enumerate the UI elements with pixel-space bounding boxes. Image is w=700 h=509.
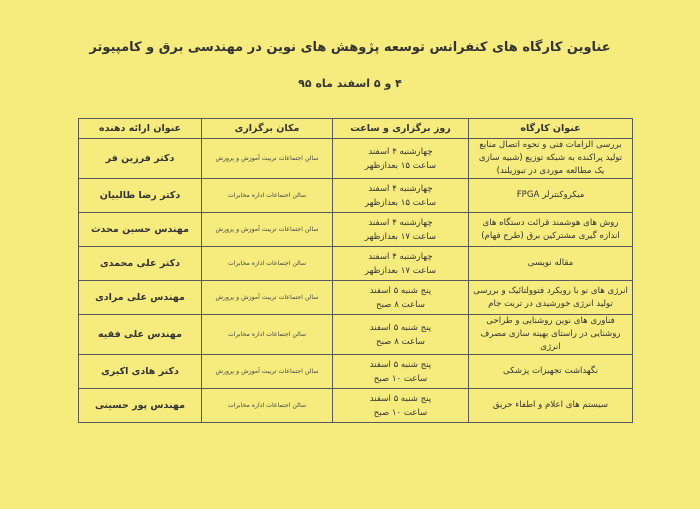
workshop-venue: سالن اجتماعات اداره مخابرات [202,389,333,423]
workshop-presenter: مهندس علی مرادی [79,281,202,315]
workshop-day: چهارشنبه ۴ اسفند [368,146,433,157]
table-row [79,139,633,179]
header-venue: مکان برگزاری [202,119,333,139]
workshop-day: چهارشنبه ۴ اسفند [368,251,433,262]
workshop-title: انرژی های نو با رویکرد فتوولتائیک و بررسی تولید انرژی خورشیدی در تربت جام [469,281,633,315]
table-row [79,389,633,423]
workshop-title: روش های هوشمند قرائت دستگاه های اندازه گیری مشترکین برق (طرح فهام) [469,213,633,247]
workshop-day: چهارشنبه ۴ اسفند [368,217,433,228]
document-title: عناوین کارگاه های کنفرانس توسعه پژوهش های نوین در مهندسی برق و کامپیوتر [89,40,611,55]
workshop-hour: ساعت ۱۷ بعدازظهر [364,265,437,276]
table-row [79,355,633,389]
workshop-day: پنج شنبه ۵ اسفند [369,359,432,370]
workshop-day: پنج شنبه ۵ اسفند [369,322,432,333]
table-row [79,247,633,281]
document-subtitle: ۴ و ۵ اسفند ماه ۹۵ [298,77,402,90]
header-presenter: عنوان ارائه دهنده [79,119,202,139]
workshop-time [333,355,469,389]
table-row [79,179,633,213]
workshop-title: میکروکنترلر FPGA [469,179,633,213]
workshop-time [333,315,469,355]
table-row [79,281,633,315]
workshop-time [333,213,469,247]
workshop-hour: ساعت ۸ صبح [376,299,425,310]
workshop-venue: سالن اجتماعات اداره مخابرات [202,315,333,355]
workshop-presenter: دکتر علی محمدی [79,247,202,281]
workshop-day: چهارشنبه ۴ اسفند [368,183,433,194]
workshop-hour: ساعت ۱۵ بعدازظهر [364,197,437,208]
table-row [79,213,633,247]
workshop-title: فناوری های نوین روشنایی و طراحی روشنایی در راستای بهینه سازی مصرف انرژی [469,315,633,355]
workshop-title: مقاله نویسی [469,247,633,281]
workshop-presenter: دکتر رضا طالبیان [79,179,202,213]
workshop-presenter: مهندس پور حسینی [79,389,202,423]
workshop-presenter: دکتر هادی اکبری [79,355,202,389]
workshop-title: سیستم های اعلام و اطفاء حریق [469,389,633,423]
table-row [79,315,633,355]
workshop-presenter: مهندس حسین محدث [79,213,202,247]
workshop-venue: سالن اجتماعات تربیت آموزش و پرورش [202,355,333,389]
workshop-presenter: مهندس علی فقیه [79,315,202,355]
workshop-time [333,389,469,423]
workshop-time [333,281,469,315]
workshop-hour: ساعت ۱۰ صبح [373,407,428,418]
workshop-time [333,179,469,213]
workshop-time [333,139,469,179]
workshop-presenter: دکتر فرزین فر [79,139,202,179]
workshop-hour: ساعت ۱۰ صبح [373,373,428,384]
workshop-title: بررسی الزامات فنی و نحوه اتصال منابع تولید پراکنده به شبکه توزیع (شبیه سازی یک مطالعه موردی در تبوزیلند) [469,139,633,179]
workshop-venue: سالن اجتماعات تربیت آموزش و پرورش [202,139,333,179]
header-workshop-title: عنوان کارگاه [469,119,633,139]
workshop-day: پنج شنبه ۵ اسفند [369,285,432,296]
workshop-hour: ساعت ۱۵ بعدازظهر [364,160,437,171]
workshop-time [333,247,469,281]
workshop-hour: ساعت ۸ صبح [376,336,425,347]
workshop-venue: سالن اجتماعات تربیت آموزش و پرورش [202,281,333,315]
workshop-table [78,118,633,423]
workshop-day: پنج شنبه ۵ اسفند [369,393,432,404]
workshop-venue: سالن اجتماعات اداره مخابرات [202,179,333,213]
workshop-hour: ساعت ۱۷ بعدازظهر [364,231,437,242]
workshop-title: نگهداشت تجهیزات پزشکی [469,355,633,389]
table-header-row [79,119,633,139]
workshop-venue: سالن اجتماعات اداره مخابرات [202,247,333,281]
header-day-time: روز برگزاری و ساعت [333,119,469,139]
workshop-venue: سالن اجتماعات تربیت آموزش و پرورش [202,213,333,247]
